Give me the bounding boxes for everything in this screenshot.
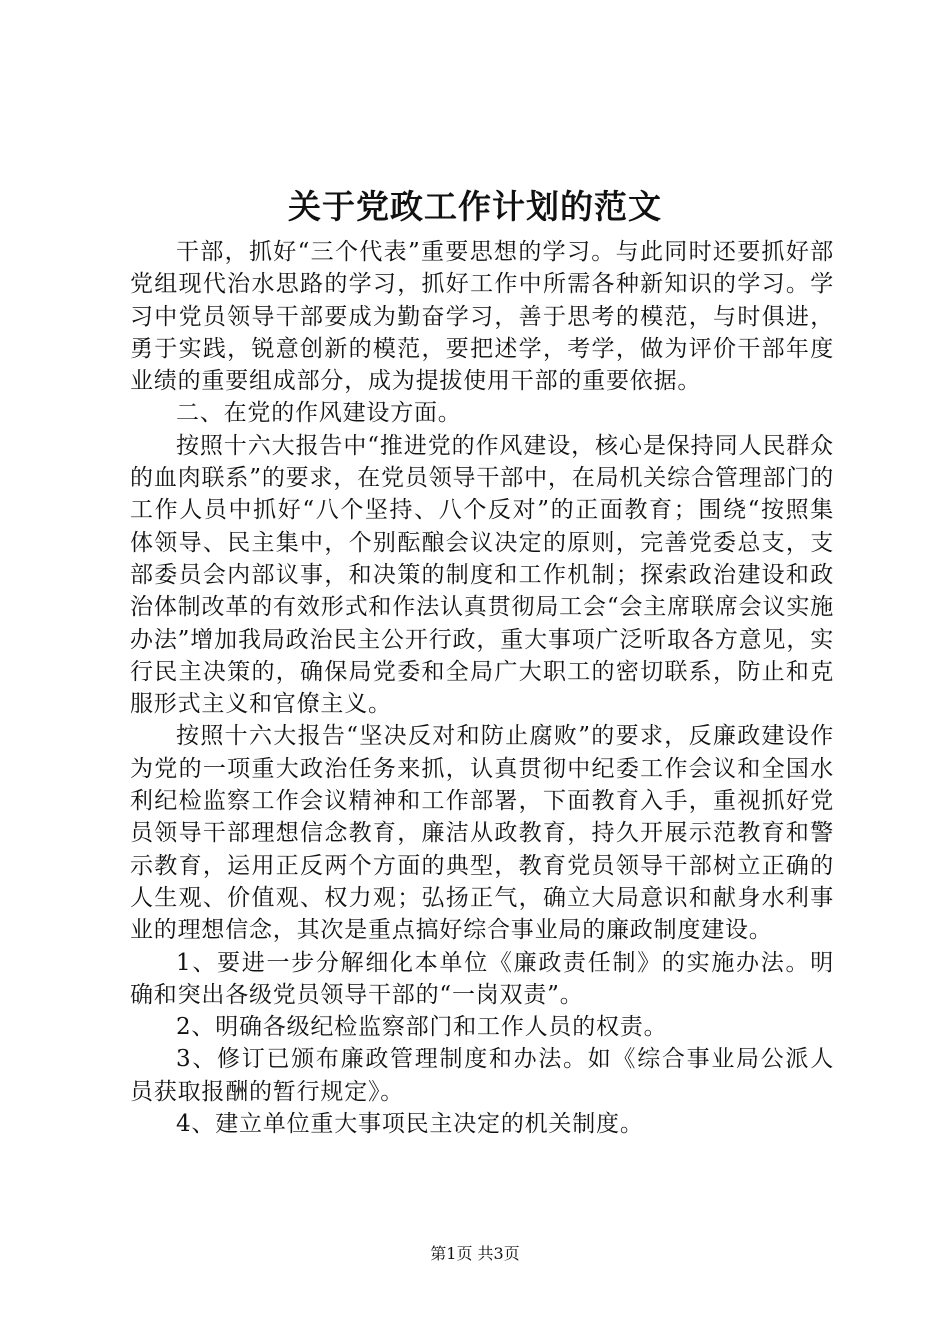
paragraph-study: 干部，抓好“三个代表”重要思想的学习。与此同时还要抓好部党组现代治水思路的学习，抓好工作中所需各种新知识的学习。学习中党员领导干部要成为勤奋学习，善于思考的模范，与时俱进，勇于实践，锐意创新的模范，要把述学，考学，做为评价干部年度业绩的重要组成部分，成为提拔使用干部的重要依据。 (130, 239, 834, 395)
list-item-3: 3、修订已颁布廉政管理制度和办法。如《综合事业局公派人员获取报酬的暂行规定》。 (130, 1046, 834, 1105)
paragraph-anti-corruption: 按照十六大报告“坚决反对和防止腐败”的要求，反廉政建设作为党的一项重大政治任务来抓，认真贯彻中纪委工作会议和全国水利纪检监察工作会议精神和工作部署，下面教育入手，重视抓好党员领导干部理想信念教育，廉洁从政教育，持久开展示范教育和警示教育，运用正反两个方面的典型，教育党员领导干部树立正确的人生观、价值观、权力观；弘扬正气，确立大局意识和献身水利事业的理想信念，其次是重点搞好综合事业局的廉政制度建设。 (130, 723, 834, 944)
page-footer: 第1页 共3页 (430, 1244, 520, 1263)
section-heading-work-style: 二、在党的作风建设方面。 (176, 400, 462, 427)
paragraph-work-style: 按照十六大报告中“推进党的作风建设，核心是保持同人民群众的血肉联系”的要求，在党员领导干部中，在局机关综合管理部门的工作人员中抓好“八个坚持、八个反对”的正面教育；围绕“按照集体领导、民主集中，个别酝酿会议决定的原则，完善党委总支，支部委员会内部议事，和决策的制度和工作机制；探索政治建设和政治体制改革的有效形式和作法认真贯彻局工会“会主席联席会议实施办法”增加我局政治民主公开行政，重大事项广泛听取各方意见，实行民主决策的，确保局党委和全局广大职工的密切联系，防止和克服形式主义和官僚主义。 (130, 432, 834, 718)
list-item-4: 4、建立单位重大事项民主决定的机关制度。 (176, 1111, 644, 1138)
list-item-2: 2、明确各级纪检监察部门和工作人员的权责。 (176, 1014, 668, 1041)
document-title: 关于党政工作计划的范文 (288, 187, 662, 226)
document-body (130, 236, 834, 1140)
list-item-1: 1、要进一步分解细化本单位《廉政责任制》的实施办法。明确和突出各级党员领导干部的“一岗双责”。 (130, 949, 834, 1008)
